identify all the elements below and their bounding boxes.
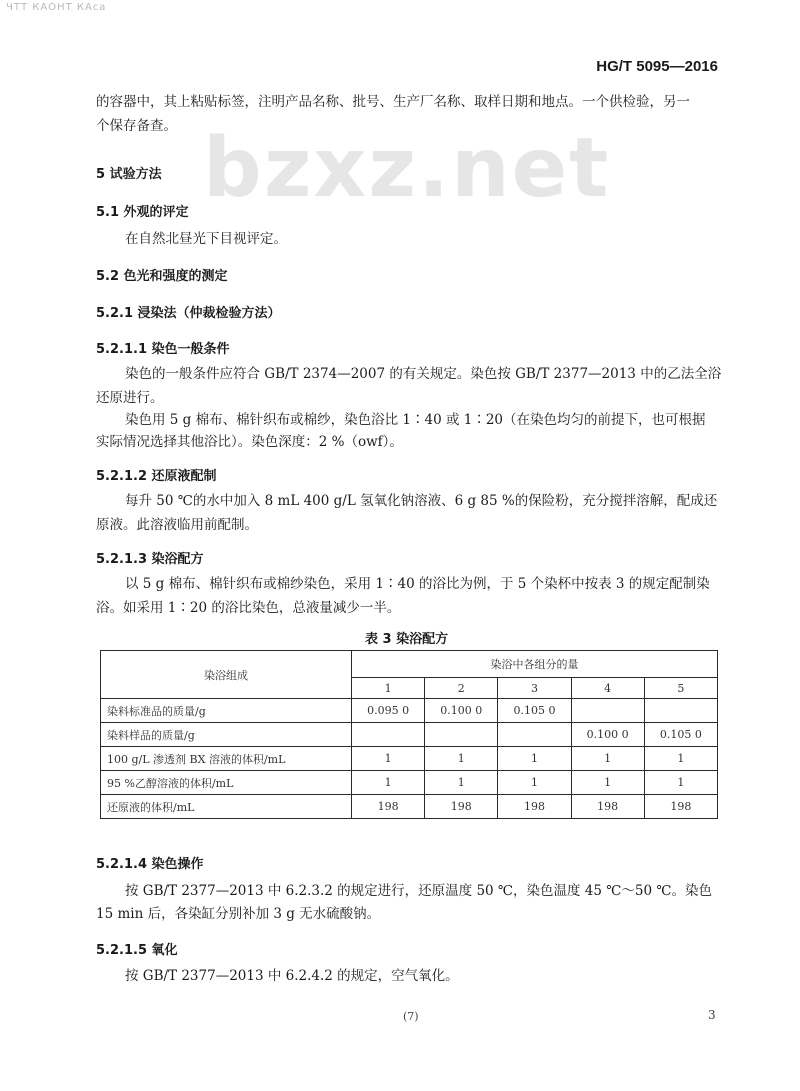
- table-row: [101, 795, 718, 819]
- table-cell: 1: [498, 747, 571, 771]
- section-heading: 5.2.1.4 染色操作: [96, 857, 204, 872]
- dye-bath-table: [100, 650, 718, 819]
- paragraph-line: 染色的一般条件应符合 GB/T 2374—2007 的有关规定。染色按 GB/T 2377—2013 中的乙法全浴: [125, 366, 722, 382]
- page-footer-mark: (7): [403, 1010, 419, 1023]
- table-header-label: 染浴组成: [101, 651, 352, 699]
- table-row: [101, 723, 718, 747]
- watermark: bzxz.net: [203, 121, 611, 216]
- row-label: 染料样品的质量/g: [101, 723, 352, 747]
- table-cell: 198: [644, 795, 717, 819]
- row-label: 100 g/L 渗透剂 BX 溶液的体积/mL: [101, 747, 352, 771]
- section-heading: 5.2 色光和强度的测定: [96, 269, 228, 284]
- table-col-header: 4: [571, 678, 644, 699]
- table-cell: 1: [425, 747, 498, 771]
- section-heading: 5.2.1 浸染法（仲裁检验方法）: [96, 306, 281, 321]
- paragraph-line: 每升 50 ℃的水中加入 8 mL 400 g/L 氢氧化钠溶液、6 g 85 %的保险粉，充分搅拌溶解，配成还: [125, 493, 718, 509]
- table-cell: 0.100 0: [571, 723, 644, 747]
- row-label: 还原液的体积/mL: [101, 795, 352, 819]
- paragraph-line: 个保存备查。: [96, 118, 177, 134]
- table-cell: 0.095 0: [352, 699, 425, 723]
- table-cell: 1: [352, 747, 425, 771]
- section-heading: 5.2.1.2 还原液配制: [96, 469, 217, 484]
- table-cell: [425, 723, 498, 747]
- table-cell: 1: [571, 771, 644, 795]
- table-caption: 表 3 染浴配方: [365, 632, 449, 647]
- table-cell: 1: [644, 747, 717, 771]
- table-cell: 198: [571, 795, 644, 819]
- table-cell: 198: [498, 795, 571, 819]
- table-row: [101, 699, 718, 723]
- table-row: [101, 771, 718, 795]
- table-cell: 1: [498, 771, 571, 795]
- paragraph-line: 染色用 5 g 棉布、棉针织布或棉纱，染色浴比 1∶40 或 1∶20（在染色均匀的前提下，也可根据: [125, 412, 706, 428]
- standard-code: HG/T 5095—2016: [596, 58, 718, 75]
- paragraph-line: 的容器中，其上粘贴标签，注明产品名称、批号、生产厂名称、取样日期和地点。一个供检验，另一: [96, 94, 690, 110]
- table-header-row: [101, 651, 718, 678]
- section-heading: 5 试验方法: [96, 167, 162, 182]
- paragraph-line: 实际情况选择其他浴比）。染色深度：2 %（owf）。: [96, 434, 403, 450]
- table-cell: [644, 699, 717, 723]
- table-cell: 1: [644, 771, 717, 795]
- section-heading: 5.1 外观的评定: [96, 205, 189, 220]
- row-label: 95 %乙醇溶液的体积/mL: [101, 771, 352, 795]
- table-cell: 1: [425, 771, 498, 795]
- table-header-group: 染浴中各组分的量: [352, 651, 718, 678]
- table-col-header: 5: [644, 678, 717, 699]
- paragraph-line: 在自然北昼光下目视评定。: [125, 231, 287, 247]
- table-cell: 1: [352, 771, 425, 795]
- page-number: 3: [708, 1008, 716, 1022]
- paragraph-line: 以 5 g 棉布、棉针织布或棉纱染色，采用 1∶40 的浴比为例，于 5 个染杯中按表 3 的规定配制染: [125, 576, 710, 592]
- table-cell: [571, 699, 644, 723]
- row-label: 染料标准品的质量/g: [101, 699, 352, 723]
- paragraph-line: 原液。此溶液临用前配制。: [96, 517, 258, 533]
- paragraph-line: 15 min 后，各染缸分别补加 3 g 无水硫酸钠。: [96, 906, 381, 922]
- table-cell: [352, 723, 425, 747]
- table-col-header: 1: [352, 678, 425, 699]
- paragraph-line: 浴。如采用 1∶20 的浴比染色，总液量减少一半。: [96, 600, 401, 616]
- table-cell: 0.105 0: [644, 723, 717, 747]
- top-mark: ЧТТ КАОНТ КАса: [6, 2, 107, 13]
- section-heading: 5.2.1.5 氧化: [96, 943, 178, 958]
- table-cell: 0.100 0: [425, 699, 498, 723]
- table-col-header: 2: [425, 678, 498, 699]
- table-cell: [498, 723, 571, 747]
- table-cell: 198: [425, 795, 498, 819]
- section-heading: 5.2.1.1 染色一般条件: [96, 342, 230, 357]
- table-col-header: 3: [498, 678, 571, 699]
- table-cell: 198: [352, 795, 425, 819]
- section-heading: 5.2.1.3 染浴配方: [96, 552, 204, 567]
- table-cell: 0.105 0: [498, 699, 571, 723]
- table-cell: 1: [571, 747, 644, 771]
- paragraph-line: 按 GB/T 2377—2013 中 6.2.4.2 的规定，空气氧化。: [125, 968, 459, 984]
- paragraph-line: 还原进行。: [96, 390, 164, 406]
- table-row: [101, 747, 718, 771]
- paragraph-line: 按 GB/T 2377—2013 中 6.2.3.2 的规定进行，还原温度 50 ℃，染色温度 45 ℃～50 ℃。染色: [125, 883, 712, 899]
